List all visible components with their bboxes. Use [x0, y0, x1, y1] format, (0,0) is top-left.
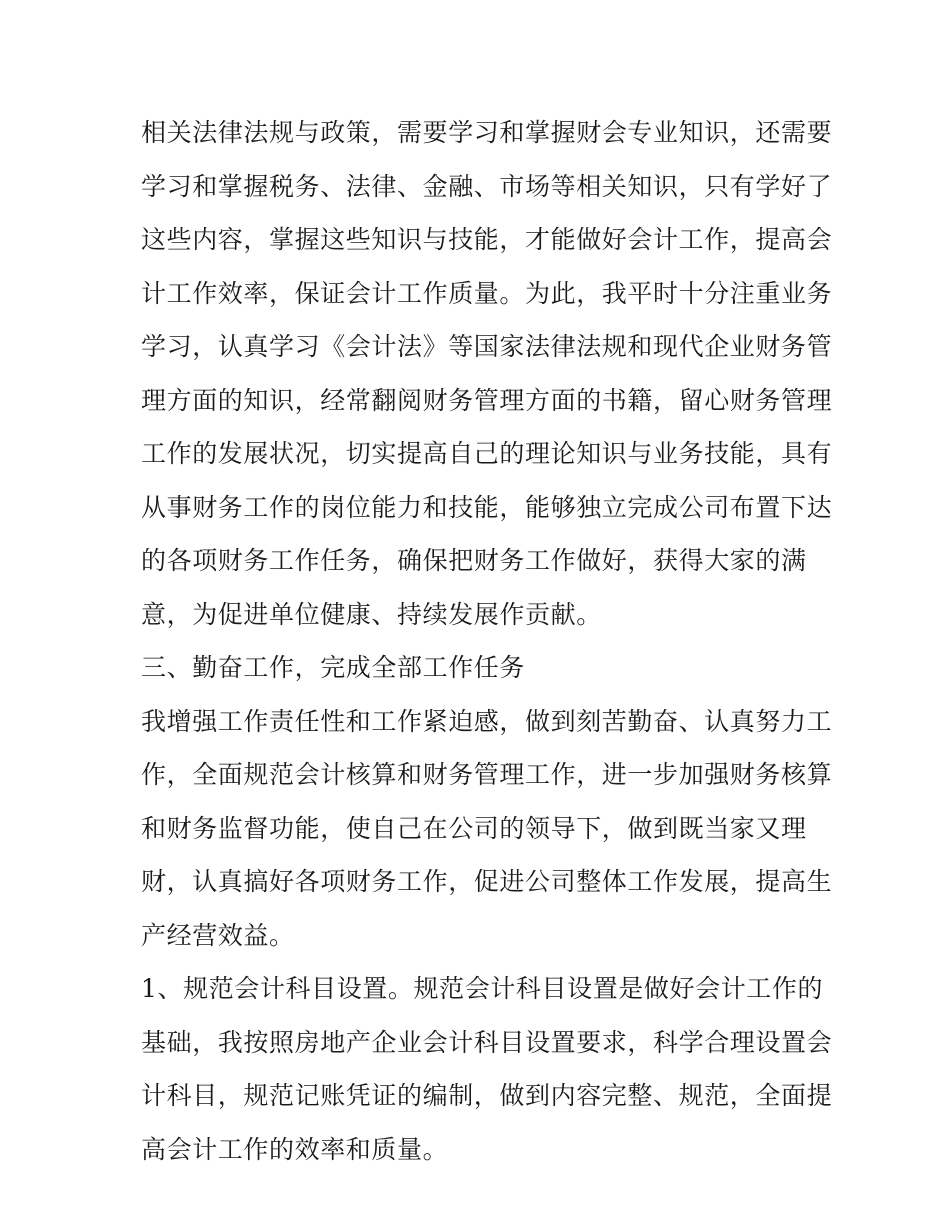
text-line: 高会计工作的效率和质量。: [141, 1134, 449, 1164]
text-line: 从事财务工作的岗位能力和技能，能够独立完成公司布置下达: [141, 492, 833, 522]
text-line: 基础，我按照房地产企业会计科目设置要求，科学合理设置会: [141, 1027, 833, 1057]
text-line: 学习，认真学习《会计法》等国家法律法规和现代企业财务管: [141, 332, 833, 361]
numbered-item-line: 1、规范会计科目设置。规范会计科目设置是做好会计工作的: [141, 974, 824, 1003]
text-line: 产经营效益。: [141, 920, 295, 950]
text-line: 计科目，规范记账凭证的编制，做到内容完整、规范，全面提: [141, 1081, 833, 1110]
text-line: 我增强工作责任性和工作紧迫感，做到刻苦勤奋、认真努力工: [141, 706, 833, 736]
text-line: 这些内容，掌握这些知识与技能，才能做好会计工作，提高会: [141, 225, 833, 254]
text-line: 财，认真搞好各项财务工作，促进公司整体工作发展，提高生: [141, 867, 833, 896]
text-line: 计工作效率，保证会计工作质量。为此，我平时十分注重业务: [141, 278, 833, 308]
text-line: 作，全面规范会计核算和财务管理工作，进一步加强财务核算: [141, 760, 833, 789]
text-line: 学习和掌握税务、法律、金融、市场等相关知识，只有学好了: [141, 171, 833, 201]
section-heading: 三、勤奋工作，完成全部工作任务: [141, 653, 526, 682]
text-line: 相关法律法规与政策，需要学习和掌握财会专业知识，还需要: [141, 118, 833, 147]
text-line: 工作的发展状况，切实提高自己的理论知识与业务技能，具有: [141, 439, 833, 468]
text-line: 的各项财务工作任务，确保把财务工作做好，获得大家的满: [141, 546, 807, 575]
document-body: [141, 106, 833, 1176]
text-line: 和财务监督功能，使自己在公司的领导下，做到既当家又理: [141, 813, 807, 843]
text-line: 理方面的知识，经常翻阅财务管理方面的书籍，留心财务管理: [141, 385, 833, 415]
text-line: 意，为促进单位健康、持续发展作贡献。: [141, 599, 602, 629]
